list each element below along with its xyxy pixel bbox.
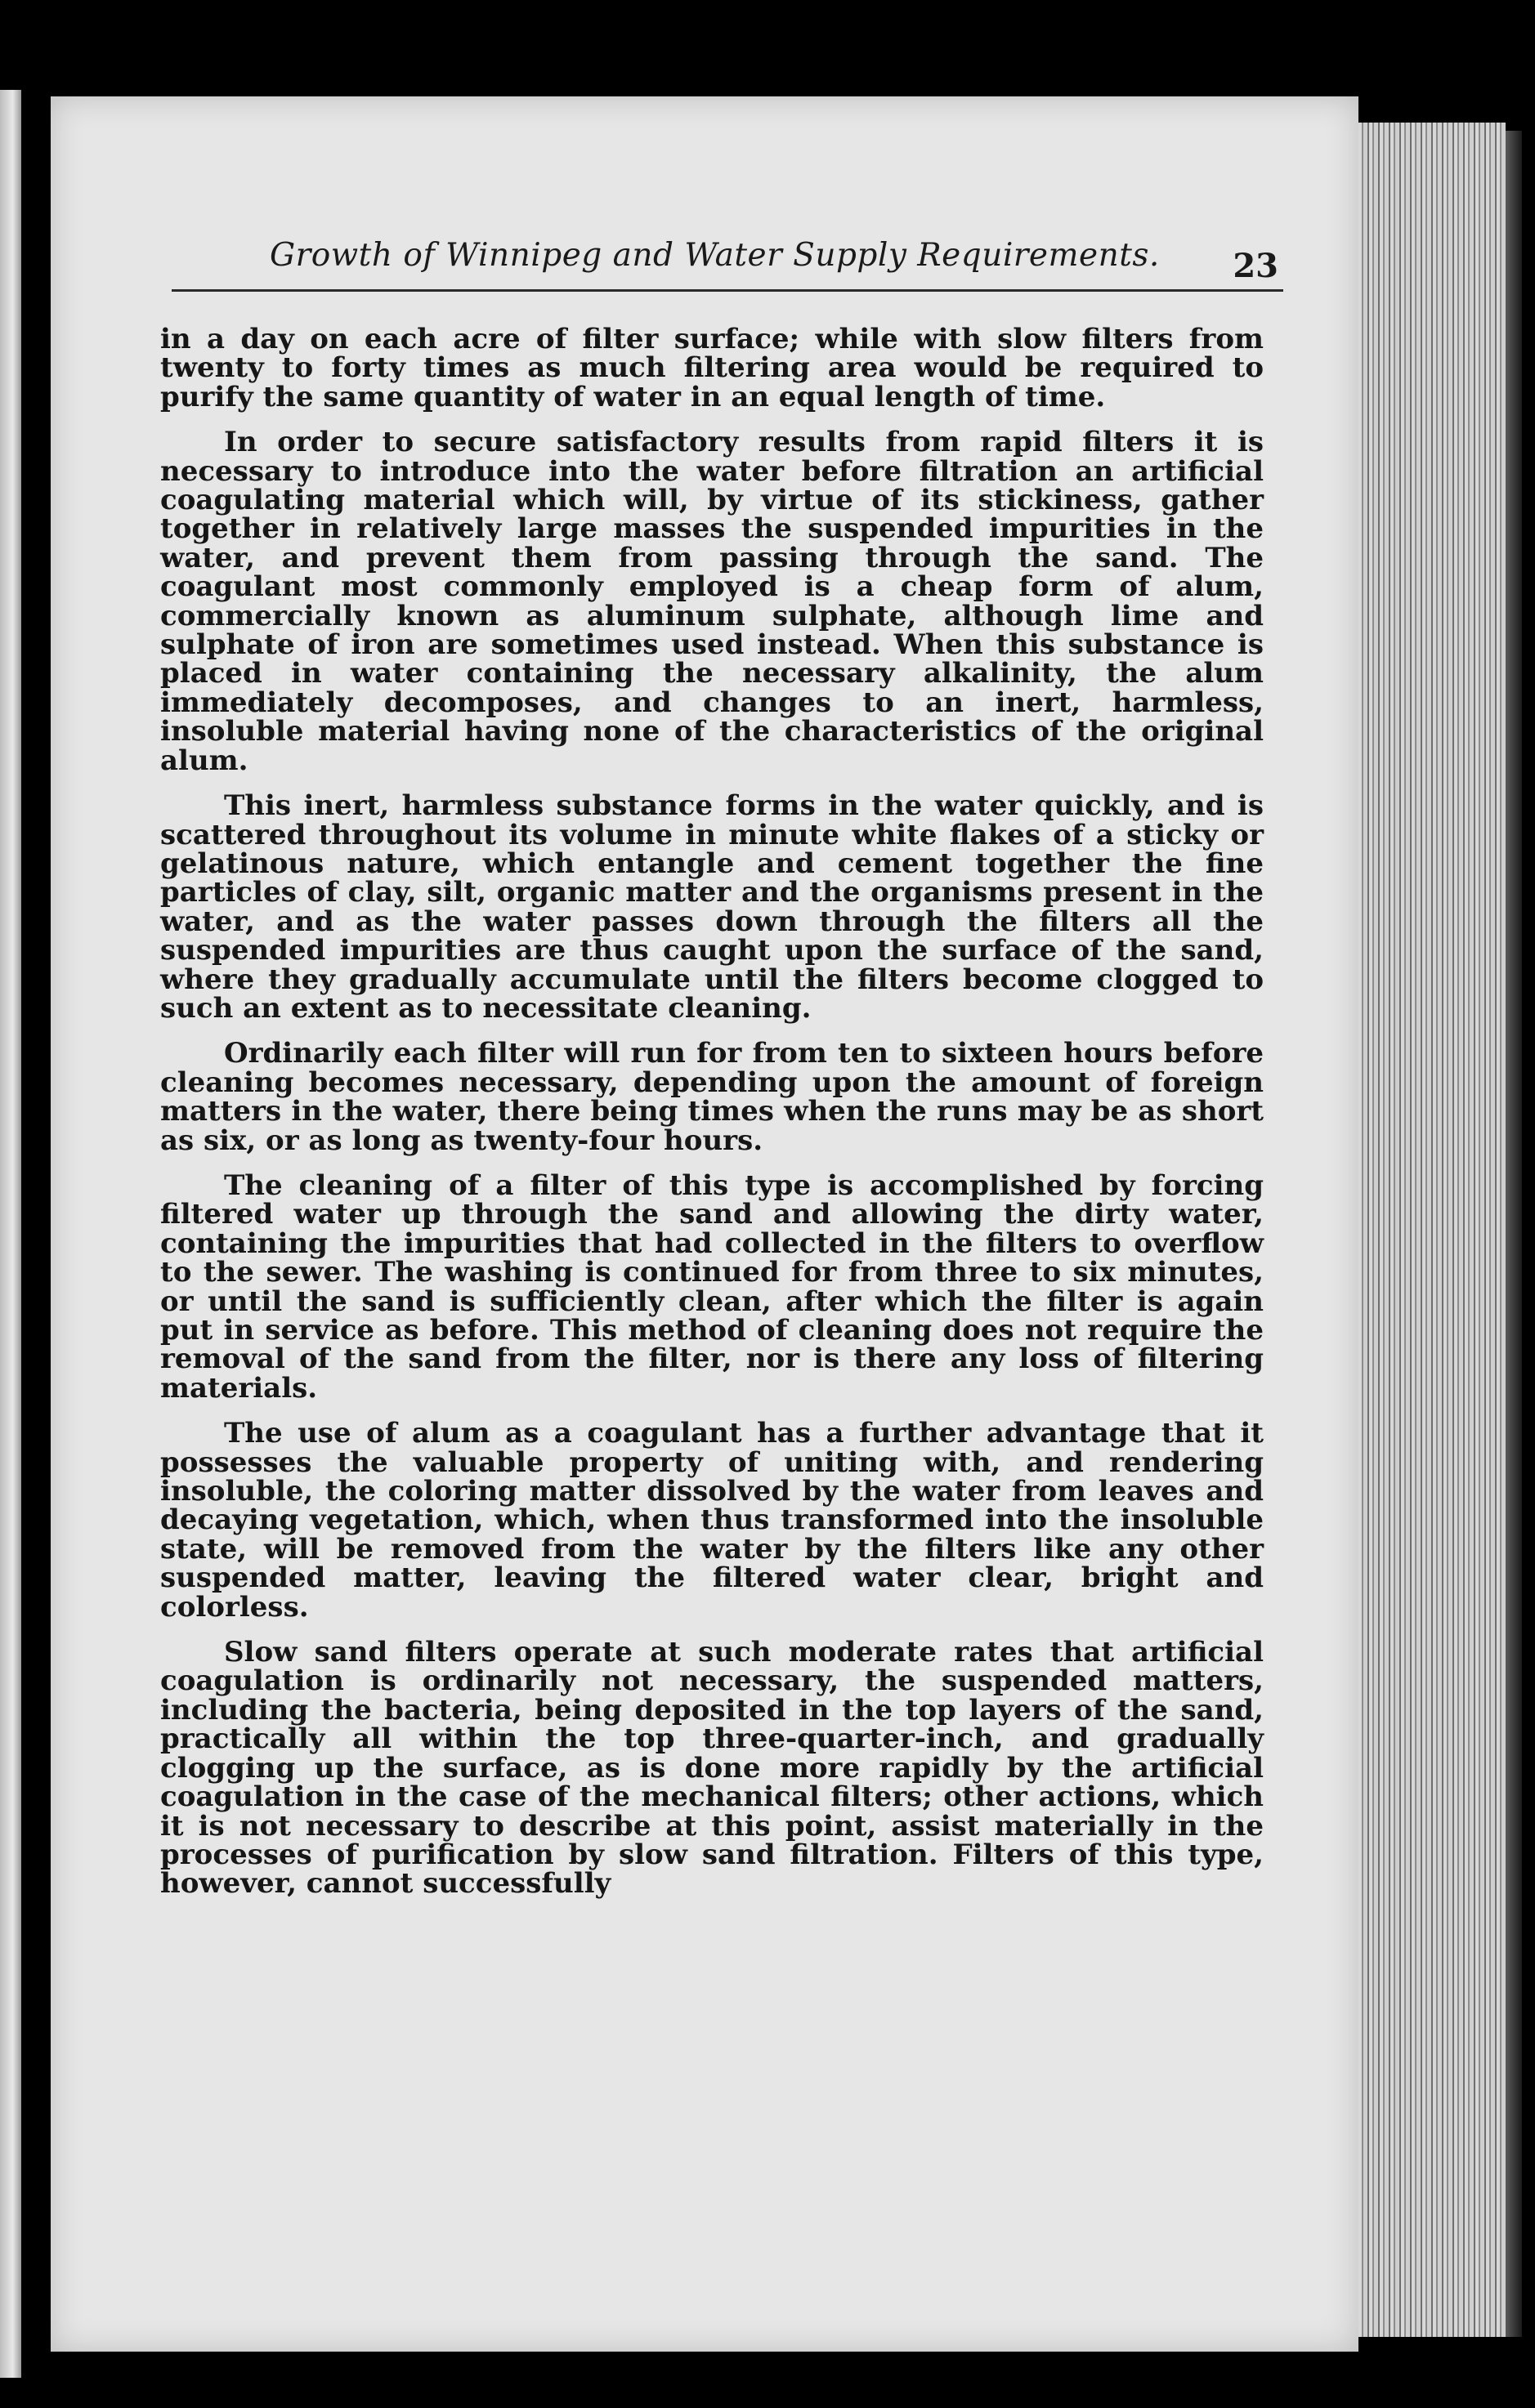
paragraph-filter-runs: Ordinarily each filter will run for from ten to sixteen hours before cleaning becomes necessary, depending upon the amount of foreign matters in the water, there being times when the runs may be as short as six, or as long as twenty-four hours. [160,1037,1264,1157]
running-title: Growth of Winnipeg and Water Supply Requirements. [270,237,1160,274]
page-header [172,230,1283,296]
page-stack-edges [1358,123,1506,2337]
paragraph-inert-substance: This inert, harmless substance forms in the water quickly, and is scattered throughout its volume in minute white flakes of a sticky or gelatinous nature, which entangle and cement together the fine particles of clay, silt, organic matter and the organisms present in the water, and as the water passes down through the filters all the suspended impurities are thus caught upon the surface of the sand, where they gradually accumulate until the filters become clogged to such an extent as to necessitate cleaning. [160,789,1264,1025]
paragraph-alum-advantage: The use of alum as a coagulant has a further advantage that it possesses the valuable property of uniting with, and rendering insoluble, the coloring matter dissolved by the water from leaves and decaying vegetation, which, when thus transformed into the insoluble state, will be removed from the water by the filters like any other suspended matter, leaving the filtered water clear, bright and colorless. [160,1417,1264,1624]
adjacent-page-edge [0,90,21,2378]
page-number: 23 [1233,247,1278,285]
paragraph-coagulation: In order to secure satisfactory results from rapid filters it is necessary to introduce into the water before filtration an artificial coagulating material which will, by virtue of its stickiness, gather together in relatively large masses the suspended impurities in the water, and prevent them from passing through the sand. The coagulant most commonly employed is a cheap form of alum, commercially known as aluminum sulphate, although lime and sulphate of iron are sometimes used instead. When this substance is placed in water containing the necessary alkalinity, the alum immediately decomposes, and changes to an inert, harmless, insoluble material having none of the characteristics of the original alum. [160,426,1264,777]
book-cover-edge [1506,131,1522,2337]
paragraph-continued: in a day on each acre of filter surface; while with slow filters from twenty to forty times as much filtering area would be required to purify the same quantity of water in an equal length of time. [160,323,1264,413]
header-rule [172,289,1283,292]
body-text [160,325,1264,1915]
paragraph-cleaning: The cleaning of a filter of this type is accomplished by forcing filtered water up through the sand and allowing the dirty water, containing the impurities that had collected in the filters to overflow to the sewer. The washing is continued for from three to six minutes, or until the sand is sufficiently clean, after which the filter is again put in service as before. This method of cleaning does not require the removal of the sand from the filter, nor is there any loss of filtering materials. [160,1168,1264,1405]
paragraph-slow-sand-filters: Slow sand filters operate at such moderate rates that artificial coagulation is ordinarily not necessary, the suspended matters, including the bacteria, being deposited in the top layers of the sand, practically all within the top three-quarter-inch, and gradually clogging up the surface, as is done more rapidly by the artificial coagulation in the case of the mechanical filters; other actions, which it is not necessary to describe at this point, assist materially in the processes of purification by slow sand filtration. Filters of this type, however, cannot successfully [160,1636,1264,1901]
